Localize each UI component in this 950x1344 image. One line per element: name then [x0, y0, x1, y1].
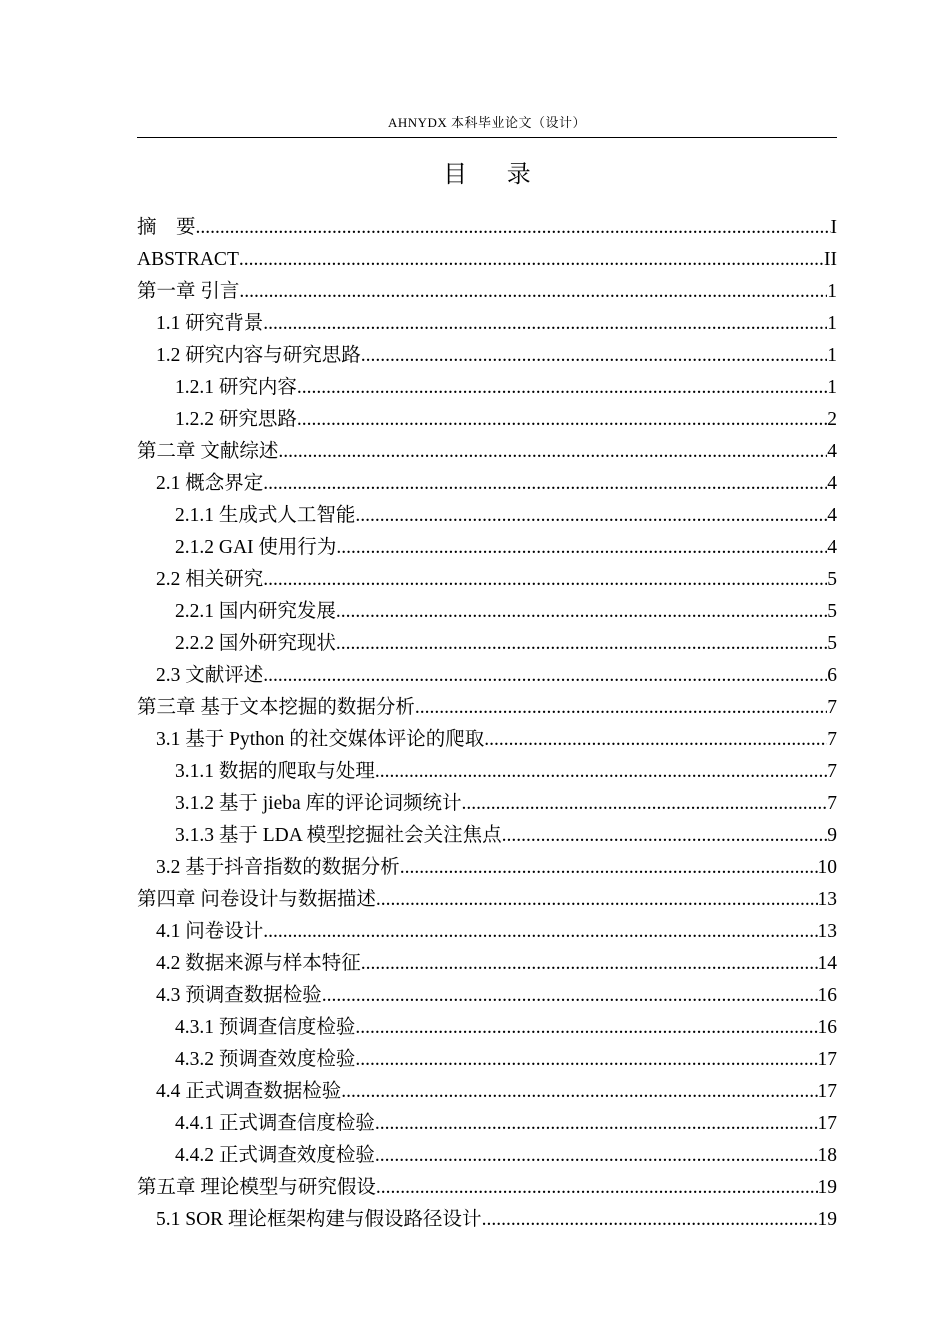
toc-entry-title: 4.3.1 预调查信度检验 [175, 1017, 356, 1038]
toc-entry-title: 第一章 引言 [137, 281, 240, 302]
toc-entry-page-number: 1 [827, 345, 837, 366]
toc-entry[interactable] [137, 948, 837, 980]
toc-dot-leader [336, 596, 827, 628]
toc-entry[interactable] [137, 1012, 837, 1044]
toc-entry[interactable] [137, 852, 837, 884]
toc-entry-page-number: 7 [827, 761, 837, 782]
toc-entry-page-number: 5 [827, 569, 837, 590]
toc-entry[interactable] [137, 596, 837, 628]
toc-entry-title: 1.1 研究背景 [156, 313, 264, 334]
toc-entry-title: 2.2.1 国内研究发展 [175, 601, 336, 622]
toc-entry-page-number: 1 [827, 281, 837, 302]
toc-dot-leader [376, 1172, 818, 1204]
toc-entry-title: 第五章 理论模型与研究假设 [137, 1177, 376, 1198]
toc-dot-leader [355, 500, 827, 532]
toc-dot-leader [239, 276, 827, 308]
toc-entry-title: 3.2 基于抖音指数的数据分析 [156, 857, 400, 878]
toc-entry-title: 第三章 基于文本挖掘的数据分析 [137, 697, 415, 718]
toc-entry-page-number: 19 [817, 1209, 837, 1230]
toc-entry[interactable] [137, 564, 837, 596]
toc-entry-page-number: 14 [817, 953, 837, 974]
toc-entry-title: 3.1 基于 Python 的社交媒体评论的爬取 [156, 729, 485, 750]
toc-entry[interactable] [137, 212, 837, 244]
toc-entry-page-number: 4 [827, 441, 837, 462]
toc-dot-leader [239, 244, 824, 276]
toc-entry-title: 1.2 研究内容与研究思路 [156, 345, 361, 366]
toc-entry[interactable] [137, 724, 837, 756]
toc-entry-title: 2.1 概念界定 [156, 473, 264, 494]
toc-entry-title: 第四章 问卷设计与数据描述 [137, 889, 376, 910]
toc-entry-page-number: II [824, 249, 837, 270]
toc-entry[interactable] [137, 532, 837, 564]
toc-entry[interactable] [137, 756, 837, 788]
toc-dot-leader [484, 724, 827, 756]
toc-dot-leader [263, 564, 827, 596]
toc-entry-page-number: 13 [817, 921, 837, 942]
toc-entry[interactable] [137, 660, 837, 692]
toc-entry[interactable] [137, 1108, 837, 1140]
toc-entry[interactable] [137, 692, 837, 724]
toc-dot-leader [375, 756, 827, 788]
toc-entry[interactable] [137, 916, 837, 948]
toc-entry-page-number: 7 [827, 697, 837, 718]
toc-dot-leader [415, 692, 827, 724]
toc-dot-leader [196, 212, 831, 244]
toc-entry-title: 4.3.2 预调查效度检验 [175, 1049, 356, 1070]
toc-entry[interactable] [137, 1076, 837, 1108]
toc-dot-leader [502, 820, 828, 852]
toc-entry-page-number: 4 [827, 505, 837, 526]
toc-entry[interactable] [137, 276, 837, 308]
toc-entry-title: 3.1.1 数据的爬取与处理 [175, 761, 375, 782]
toc-dot-leader [482, 1204, 818, 1236]
toc-entry-title: 2.2 相关研究 [156, 569, 264, 590]
toc-dot-leader [400, 852, 818, 884]
toc-entry-page-number: 5 [827, 633, 837, 654]
toc-entry-page-number: 7 [827, 729, 837, 750]
toc-entry[interactable] [137, 1204, 837, 1236]
toc-entry-title: 4.2 数据来源与样本特征 [156, 953, 361, 974]
toc-entry[interactable] [137, 468, 837, 500]
page-header: AHNYDX 本科毕业论文（设计） [387, 115, 587, 130]
toc-dot-leader [263, 308, 827, 340]
toc-entry[interactable] [137, 1044, 837, 1076]
toc-entry-title: 4.4.1 正式调查信度检验 [175, 1113, 375, 1134]
toc-entry[interactable] [137, 404, 837, 436]
toc-dot-leader [355, 1044, 817, 1076]
toc-entry-title: 2.2.2 国外研究现状 [175, 633, 336, 654]
toc-entry-title: 4.3 预调查数据检验 [156, 985, 322, 1006]
toc-dot-leader [297, 404, 827, 436]
toc-dot-leader [376, 884, 818, 916]
toc-entry-title: 4.4 正式调查数据检验 [156, 1081, 342, 1102]
toc-dot-leader [375, 1140, 818, 1172]
toc-entry-title: 2.3 文献评述 [156, 665, 264, 686]
toc-entry-page-number: 16 [817, 985, 837, 1006]
toc-entry-page-number: I [830, 217, 837, 238]
toc-dot-leader [297, 372, 827, 404]
toc-dot-leader [278, 436, 827, 468]
table-of-contents [137, 212, 837, 1236]
toc-title: 目 录 [443, 160, 547, 188]
toc-entry-page-number: 1 [827, 377, 837, 398]
toc-entry[interactable] [137, 1172, 837, 1204]
toc-dot-leader [375, 1108, 818, 1140]
toc-entry-title: 4.4.2 正式调查效度检验 [175, 1145, 375, 1166]
toc-entry-title: 1.2.2 研究思路 [175, 409, 297, 430]
toc-entry-page-number: 10 [817, 857, 837, 878]
toc-dot-leader [361, 948, 818, 980]
toc-dot-leader [322, 980, 818, 1012]
toc-entry-page-number: 18 [817, 1145, 837, 1166]
toc-entry-page-number: 13 [817, 889, 837, 910]
toc-entry-page-number: 4 [827, 537, 837, 558]
toc-entry[interactable] [137, 244, 837, 276]
toc-entry[interactable] [137, 980, 837, 1012]
toc-entry-page-number: 17 [817, 1113, 837, 1134]
toc-entry-page-number: 1 [827, 313, 837, 334]
toc-entry-page-number: 2 [827, 409, 837, 430]
toc-entry-title: 2.1.2 GAI 使用行为 [175, 537, 337, 558]
toc-entry[interactable] [137, 340, 837, 372]
toc-dot-leader [341, 1076, 817, 1108]
toc-entry-title: 3.1.3 基于 LDA 模型挖掘社会关注焦点 [175, 825, 502, 846]
toc-entry-page-number: 6 [827, 665, 837, 686]
toc-entry-page-number: 17 [817, 1049, 837, 1070]
toc-entry-page-number: 7 [827, 793, 837, 814]
toc-entry-page-number: 16 [817, 1017, 837, 1038]
toc-entry-page-number: 5 [827, 601, 837, 622]
toc-entry-title: 1.2.1 研究内容 [175, 377, 297, 398]
toc-entry-title: ABSTRACT [137, 249, 239, 270]
toc-dot-leader [336, 532, 827, 564]
toc-dot-leader [336, 628, 827, 660]
toc-entry[interactable] [137, 788, 837, 820]
toc-dot-leader [263, 660, 827, 692]
toc-entry-title: 4.1 问卷设计 [156, 921, 264, 942]
toc-entry-page-number: 9 [827, 825, 837, 846]
toc-dot-leader [361, 340, 827, 372]
toc-dot-leader [462, 788, 828, 820]
toc-entry[interactable] [137, 628, 837, 660]
toc-entry-page-number: 4 [827, 473, 837, 494]
toc-dot-leader [355, 1012, 817, 1044]
toc-entry[interactable] [137, 308, 837, 340]
toc-entry[interactable] [137, 500, 837, 532]
toc-entry-title: 摘 要 [137, 217, 196, 238]
toc-entry-title: 第二章 文献综述 [137, 441, 279, 462]
toc-entry[interactable] [137, 372, 837, 404]
toc-entry-page-number: 19 [817, 1177, 837, 1198]
toc-entry[interactable] [137, 1140, 837, 1172]
toc-dot-leader [263, 468, 827, 500]
toc-entry[interactable] [137, 884, 837, 916]
toc-entry-page-number: 17 [817, 1081, 837, 1102]
header-rule [137, 137, 837, 138]
toc-entry-title: 2.1.1 生成式人工智能 [175, 505, 356, 526]
toc-entry[interactable] [137, 820, 837, 852]
toc-entry-title: 3.1.2 基于 jieba 库的评论词频统计 [175, 793, 462, 814]
toc-entry[interactable] [137, 436, 837, 468]
toc-dot-leader [263, 916, 817, 948]
toc-entry-title: 5.1 SOR 理论框架构建与假设路径设计 [156, 1209, 482, 1230]
